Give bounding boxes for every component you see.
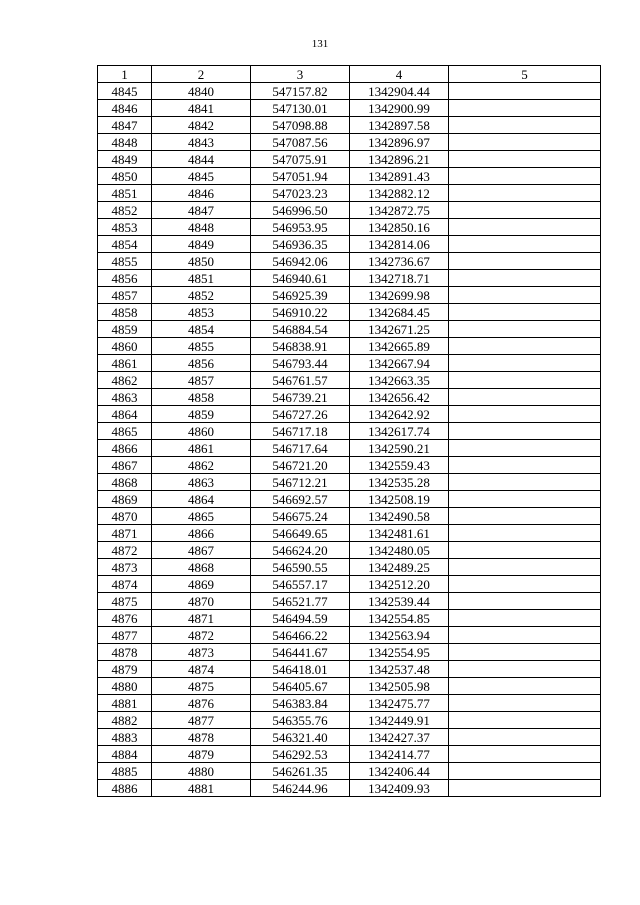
table-cell: 546675.24 — [251, 508, 350, 525]
table-cell — [449, 151, 601, 168]
table-row — [98, 253, 601, 270]
table-row — [98, 83, 601, 100]
table-cell: 4872 — [152, 627, 251, 644]
table-cell — [449, 338, 601, 355]
table-row — [98, 780, 601, 797]
table-row — [98, 202, 601, 219]
table-cell: 1342554.85 — [350, 610, 449, 627]
table-cell — [449, 321, 601, 338]
table-cell: 546292.53 — [251, 746, 350, 763]
table-cell: 546557.17 — [251, 576, 350, 593]
table-cell: 4875 — [152, 678, 251, 695]
table-cell: 4860 — [98, 338, 152, 355]
table-cell: 4840 — [152, 83, 251, 100]
table-cell: 547075.91 — [251, 151, 350, 168]
table-cell: 1342449.91 — [350, 712, 449, 729]
table-cell — [449, 525, 601, 542]
table-cell: 4844 — [152, 151, 251, 168]
table-cell: 4854 — [98, 236, 152, 253]
table-cell — [449, 457, 601, 474]
table-cell — [449, 134, 601, 151]
table-cell: 546996.50 — [251, 202, 350, 219]
table-cell — [449, 712, 601, 729]
table-row — [98, 321, 601, 338]
table-cell: 1342539.44 — [350, 593, 449, 610]
table-cell: 1342489.25 — [350, 559, 449, 576]
table-cell: 4855 — [98, 253, 152, 270]
table-cell: 1342563.94 — [350, 627, 449, 644]
table-cell: 1342554.95 — [350, 644, 449, 661]
table-cell: 1342897.58 — [350, 117, 449, 134]
table-cell: 546590.55 — [251, 559, 350, 576]
table-row — [98, 355, 601, 372]
table-cell: 4852 — [98, 202, 152, 219]
table-cell — [449, 610, 601, 627]
table-cell: 4865 — [152, 508, 251, 525]
table-cell: 4869 — [98, 491, 152, 508]
table-row — [98, 593, 601, 610]
table-cell: 4853 — [152, 304, 251, 321]
table-cell — [449, 83, 601, 100]
table-cell: 546418.01 — [251, 661, 350, 678]
table-cell — [449, 406, 601, 423]
table-cell: 4874 — [152, 661, 251, 678]
table-row — [98, 236, 601, 253]
table-row — [98, 644, 601, 661]
table-cell: 4847 — [98, 117, 152, 134]
table-cell: 1342684.45 — [350, 304, 449, 321]
table-cell: 546466.22 — [251, 627, 350, 644]
table-cell: 546793.44 — [251, 355, 350, 372]
table-cell — [449, 253, 601, 270]
table-row — [98, 372, 601, 389]
table-cell — [449, 729, 601, 746]
table-cell: 4858 — [98, 304, 152, 321]
table-cell: 4876 — [98, 610, 152, 627]
table-cell — [449, 304, 601, 321]
table-row — [98, 406, 601, 423]
table-cell: 4851 — [152, 270, 251, 287]
table-cell: 546739.21 — [251, 389, 350, 406]
table-cell: 4862 — [98, 372, 152, 389]
table-cell: 4880 — [152, 763, 251, 780]
table-cell: 4847 — [152, 202, 251, 219]
table-row — [98, 287, 601, 304]
table-cell: 546244.96 — [251, 780, 350, 797]
table-cell: 4866 — [98, 440, 152, 457]
table-cell — [449, 661, 601, 678]
table-row — [98, 678, 601, 695]
table-cell: 4841 — [152, 100, 251, 117]
table-cell: 1342537.48 — [350, 661, 449, 678]
table-cell: 546727.26 — [251, 406, 350, 423]
table-cell: 547023.23 — [251, 185, 350, 202]
table-row — [98, 491, 601, 508]
table-row — [98, 151, 601, 168]
table-cell: 4842 — [152, 117, 251, 134]
table-row — [98, 168, 601, 185]
table-cell: 4846 — [152, 185, 251, 202]
table-cell: 4878 — [152, 729, 251, 746]
table-cell: 4878 — [98, 644, 152, 661]
table-cell: 1342481.61 — [350, 525, 449, 542]
table-cell: 4870 — [98, 508, 152, 525]
table-cell: 546441.67 — [251, 644, 350, 661]
table-cell — [449, 763, 601, 780]
table-row — [98, 525, 601, 542]
table-cell — [449, 389, 601, 406]
table-cell: 4849 — [152, 236, 251, 253]
table-cell: 1342850.16 — [350, 219, 449, 236]
table-cell: 1342480.05 — [350, 542, 449, 559]
table-cell: 4885 — [98, 763, 152, 780]
table-cell: 4879 — [98, 661, 152, 678]
table-cell: 1342891.43 — [350, 168, 449, 185]
table-cell: 1342559.43 — [350, 457, 449, 474]
table-cell: 4850 — [98, 168, 152, 185]
table-cell: 1342904.44 — [350, 83, 449, 100]
table-cell: 4871 — [152, 610, 251, 627]
table-cell: 1342475.77 — [350, 695, 449, 712]
table-cell: 546383.84 — [251, 695, 350, 712]
table-cell: 1342896.97 — [350, 134, 449, 151]
table-cell: 1342414.77 — [350, 746, 449, 763]
table-cell: 1342665.89 — [350, 338, 449, 355]
table-cell: 547087.56 — [251, 134, 350, 151]
table-cell — [449, 576, 601, 593]
table-cell: 4870 — [152, 593, 251, 610]
table-cell — [449, 695, 601, 712]
table-cell: 547098.88 — [251, 117, 350, 134]
table-cell — [449, 100, 601, 117]
table-cell — [449, 372, 601, 389]
column-header: 4 — [350, 66, 449, 83]
table-row — [98, 610, 601, 627]
table-cell: 546838.91 — [251, 338, 350, 355]
table-cell: 1342900.99 — [350, 100, 449, 117]
table-cell: 4859 — [152, 406, 251, 423]
table-cell: 1342896.21 — [350, 151, 449, 168]
table-cell: 4877 — [152, 712, 251, 729]
table-cell: 1342699.98 — [350, 287, 449, 304]
table-cell: 546940.61 — [251, 270, 350, 287]
table-cell — [449, 270, 601, 287]
table-cell: 1342642.92 — [350, 406, 449, 423]
table-row — [98, 440, 601, 457]
table-cell: 546521.77 — [251, 593, 350, 610]
column-header: 1 — [98, 66, 152, 83]
table-row — [98, 100, 601, 117]
table-row — [98, 712, 601, 729]
table-cell: 4873 — [98, 559, 152, 576]
table-row — [98, 695, 601, 712]
table-row — [98, 627, 601, 644]
table-cell — [449, 202, 601, 219]
table-cell: 4857 — [98, 287, 152, 304]
table-cell: 1342872.75 — [350, 202, 449, 219]
table-row — [98, 457, 601, 474]
table-cell: 547130.01 — [251, 100, 350, 117]
table-row — [98, 134, 601, 151]
table-row — [98, 338, 601, 355]
table-cell — [449, 287, 601, 304]
table-cell: 546717.64 — [251, 440, 350, 457]
table-cell — [449, 185, 601, 202]
table-cell: 4863 — [98, 389, 152, 406]
table-cell: 1342508.19 — [350, 491, 449, 508]
table-row — [98, 474, 601, 491]
table-cell: 546712.21 — [251, 474, 350, 491]
table-cell — [449, 355, 601, 372]
table-row — [98, 423, 601, 440]
table-cell: 4858 — [152, 389, 251, 406]
table-row — [98, 746, 601, 763]
table-cell: 4882 — [98, 712, 152, 729]
table-row — [98, 729, 601, 746]
table-cell: 4866 — [152, 525, 251, 542]
table-cell — [449, 678, 601, 695]
table-cell: 1342667.94 — [350, 355, 449, 372]
table-row — [98, 559, 601, 576]
table-cell — [449, 219, 601, 236]
table-cell — [449, 559, 601, 576]
table-cell — [449, 746, 601, 763]
table-cell: 4848 — [152, 219, 251, 236]
table-cell: 546942.06 — [251, 253, 350, 270]
table-cell: 4867 — [98, 457, 152, 474]
table-body — [98, 83, 601, 797]
table-row — [98, 763, 601, 780]
table-cell: 1342736.67 — [350, 253, 449, 270]
table-cell: 547051.94 — [251, 168, 350, 185]
table-cell: 1342427.37 — [350, 729, 449, 746]
table-cell: 1342535.28 — [350, 474, 449, 491]
table-cell: 4843 — [152, 134, 251, 151]
table-cell — [449, 236, 601, 253]
table-cell — [449, 491, 601, 508]
table-cell: 1342590.21 — [350, 440, 449, 457]
table-cell: 546321.40 — [251, 729, 350, 746]
table-cell: 1342663.35 — [350, 372, 449, 389]
table-cell — [449, 508, 601, 525]
table-cell: 4875 — [98, 593, 152, 610]
table-cell: 1342490.58 — [350, 508, 449, 525]
table-row — [98, 304, 601, 321]
table-row — [98, 661, 601, 678]
table-cell: 546494.59 — [251, 610, 350, 627]
table-cell: 546721.20 — [251, 457, 350, 474]
table-cell: 4854 — [152, 321, 251, 338]
table-cell: 4863 — [152, 474, 251, 491]
table-cell: 1342882.12 — [350, 185, 449, 202]
table-cell: 4868 — [98, 474, 152, 491]
table-row — [98, 219, 601, 236]
table-cell: 1342505.98 — [350, 678, 449, 695]
table-cell: 4850 — [152, 253, 251, 270]
table-cell — [449, 542, 601, 559]
table-cell: 4884 — [98, 746, 152, 763]
column-header: 3 — [251, 66, 350, 83]
table-cell: 4869 — [152, 576, 251, 593]
table-cell: 1342617.74 — [350, 423, 449, 440]
column-header: 2 — [152, 66, 251, 83]
table-cell: 546884.54 — [251, 321, 350, 338]
table-cell: 4859 — [98, 321, 152, 338]
table-cell: 4864 — [98, 406, 152, 423]
table-cell — [449, 644, 601, 661]
table-cell: 4886 — [98, 780, 152, 797]
table-cell: 4861 — [98, 355, 152, 372]
table-header-row — [98, 66, 601, 83]
table-row — [98, 508, 601, 525]
table-cell: 4871 — [98, 525, 152, 542]
table-cell — [449, 593, 601, 610]
table-cell — [449, 627, 601, 644]
table-cell: 1342512.20 — [350, 576, 449, 593]
table-cell: 4845 — [152, 168, 251, 185]
table-cell: 546624.20 — [251, 542, 350, 559]
table-cell: 546405.67 — [251, 678, 350, 695]
table-row — [98, 185, 601, 202]
table-cell: 4849 — [98, 151, 152, 168]
table-cell: 4868 — [152, 559, 251, 576]
table-cell: 546761.57 — [251, 372, 350, 389]
table-cell: 4874 — [98, 576, 152, 593]
table-row — [98, 270, 601, 287]
table-cell: 4873 — [152, 644, 251, 661]
table-cell: 4872 — [98, 542, 152, 559]
table-cell: 546925.39 — [251, 287, 350, 304]
table-cell: 4848 — [98, 134, 152, 151]
table-cell: 4851 — [98, 185, 152, 202]
table-cell: 4881 — [98, 695, 152, 712]
table-cell: 4881 — [152, 780, 251, 797]
table-cell: 4865 — [98, 423, 152, 440]
table-cell: 4852 — [152, 287, 251, 304]
table-cell — [449, 474, 601, 491]
table-cell: 1342671.25 — [350, 321, 449, 338]
table-cell: 546953.95 — [251, 219, 350, 236]
table-cell — [449, 780, 601, 797]
table-cell — [449, 117, 601, 134]
table-cell: 4860 — [152, 423, 251, 440]
table-cell: 4857 — [152, 372, 251, 389]
table-cell: 1342406.44 — [350, 763, 449, 780]
table-cell: 1342409.93 — [350, 780, 449, 797]
table-cell: 4856 — [152, 355, 251, 372]
table-cell: 4861 — [152, 440, 251, 457]
table-cell: 546355.76 — [251, 712, 350, 729]
table-cell: 4883 — [98, 729, 152, 746]
table-row — [98, 576, 601, 593]
table-cell — [449, 440, 601, 457]
table-cell: 4845 — [98, 83, 152, 100]
table-cell: 1342814.06 — [350, 236, 449, 253]
table-row — [98, 117, 601, 134]
table-cell: 4862 — [152, 457, 251, 474]
table-cell: 546649.65 — [251, 525, 350, 542]
table-cell: 4864 — [152, 491, 251, 508]
table-cell: 4855 — [152, 338, 251, 355]
table-cell: 4879 — [152, 746, 251, 763]
table-cell: 4867 — [152, 542, 251, 559]
table-cell — [449, 168, 601, 185]
table-cell: 547157.82 — [251, 83, 350, 100]
table-cell: 4880 — [98, 678, 152, 695]
column-header: 5 — [449, 66, 601, 83]
page-number: 131 — [311, 38, 329, 50]
table-cell: 4846 — [98, 100, 152, 117]
table-cell: 4856 — [98, 270, 152, 287]
table-cell: 546910.22 — [251, 304, 350, 321]
table-cell: 546717.18 — [251, 423, 350, 440]
coordinates-table — [97, 65, 601, 797]
table-cell: 546936.35 — [251, 236, 350, 253]
table-cell: 1342656.42 — [350, 389, 449, 406]
table-cell: 546692.57 — [251, 491, 350, 508]
table-cell: 4876 — [152, 695, 251, 712]
table-cell: 546261.35 — [251, 763, 350, 780]
table-cell — [449, 423, 601, 440]
table-cell: 1342718.71 — [350, 270, 449, 287]
table-cell: 4853 — [98, 219, 152, 236]
table-row — [98, 542, 601, 559]
table-cell: 4877 — [98, 627, 152, 644]
table-row — [98, 389, 601, 406]
